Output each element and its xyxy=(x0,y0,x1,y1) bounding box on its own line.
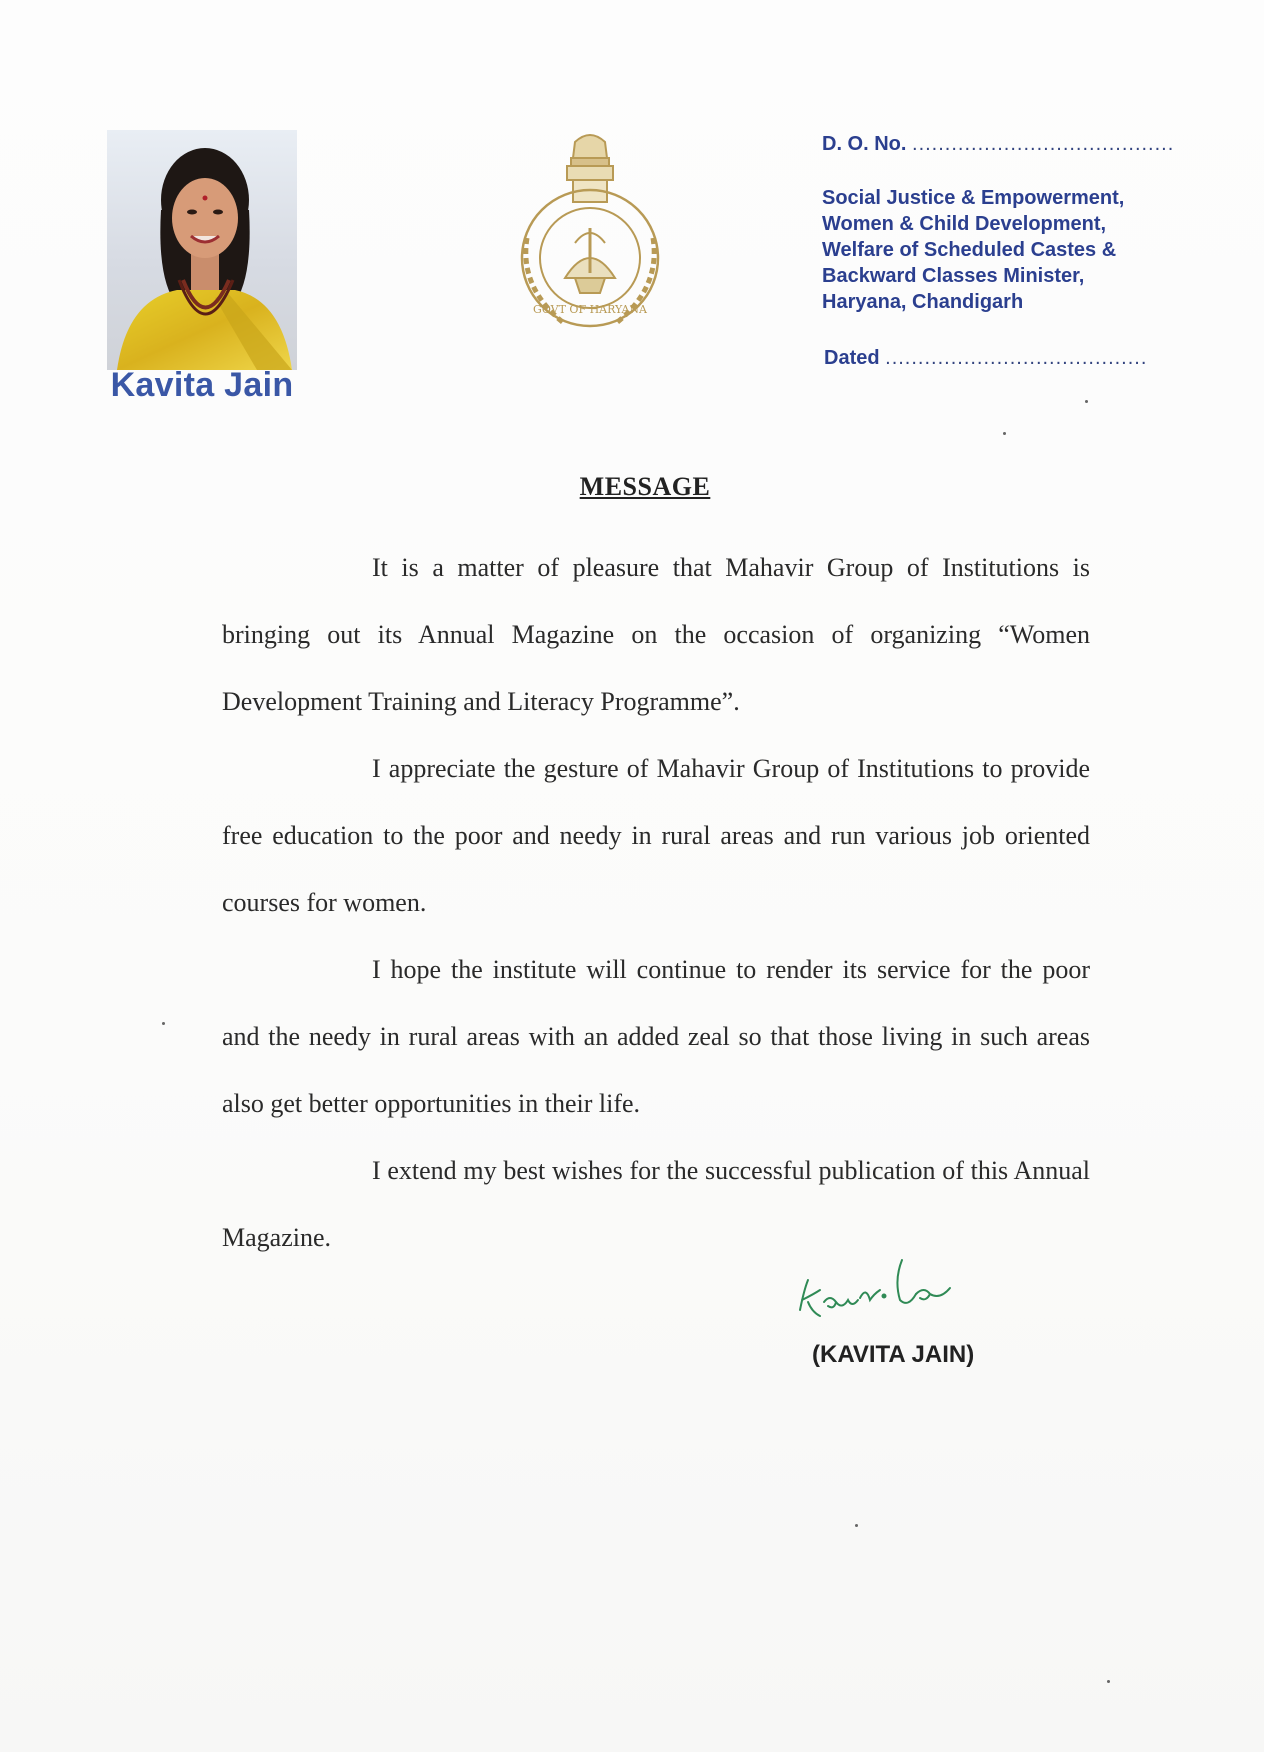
office-line: Women & Child Development, xyxy=(822,213,1107,235)
do-dots: ........................................ xyxy=(912,133,1175,155)
scan-speck xyxy=(1003,432,1006,435)
message-paragraph: It is a matter of pleasure that Mahavir Group of Institutions is bringing out its Annual Magazine on the occasion of organizing “Women Development Training and Literacy Programme”. xyxy=(222,553,1090,716)
message-paragraph: I appreciate the gesture of Mahavir Group of Institutions to provide free education to the poor and needy in rural areas and run various job oriented courses for women. xyxy=(222,754,1090,917)
message-title xyxy=(0,472,1264,502)
dated-dots: ........................................ xyxy=(885,347,1148,369)
minister-photo xyxy=(107,130,297,370)
photo-caption: Kavita Jain xyxy=(110,366,294,404)
message-body xyxy=(222,534,1090,1271)
do-label: D. O. No. xyxy=(822,133,907,155)
haryana-emblem-icon xyxy=(505,128,675,338)
dated-label: Dated xyxy=(824,347,880,369)
office-line: Social Justice & Empowerment, xyxy=(822,187,1125,209)
scan-speck xyxy=(162,1022,165,1025)
office-line: Welfare of Scheduled Castes & xyxy=(822,239,1117,261)
message-paragraph: I extend my best wishes for the successful publication of this Annual Magazine. xyxy=(222,1156,1090,1252)
do-number-line xyxy=(822,133,1174,156)
handwritten-signature xyxy=(790,1250,970,1340)
office-address xyxy=(822,185,1152,315)
signatory-name: (KAVITA JAIN) xyxy=(812,1341,975,1368)
office-line: Backward Classes Minister, xyxy=(822,265,1085,287)
dated-line xyxy=(824,347,1147,370)
message-title-text: MESSAGE xyxy=(579,472,711,501)
emblem-text: GOVT OF HARYANA xyxy=(533,303,647,316)
scan-speck xyxy=(855,1524,858,1527)
message-paragraph: I hope the institute will continue to render its service for the poor and the needy in rural areas with an added zeal so that those living in such areas also get better opportunities in their life. xyxy=(222,955,1090,1118)
scan-speck xyxy=(1107,1680,1110,1683)
scan-speck xyxy=(1085,400,1088,403)
office-line: Haryana, Chandigarh xyxy=(822,291,1024,313)
